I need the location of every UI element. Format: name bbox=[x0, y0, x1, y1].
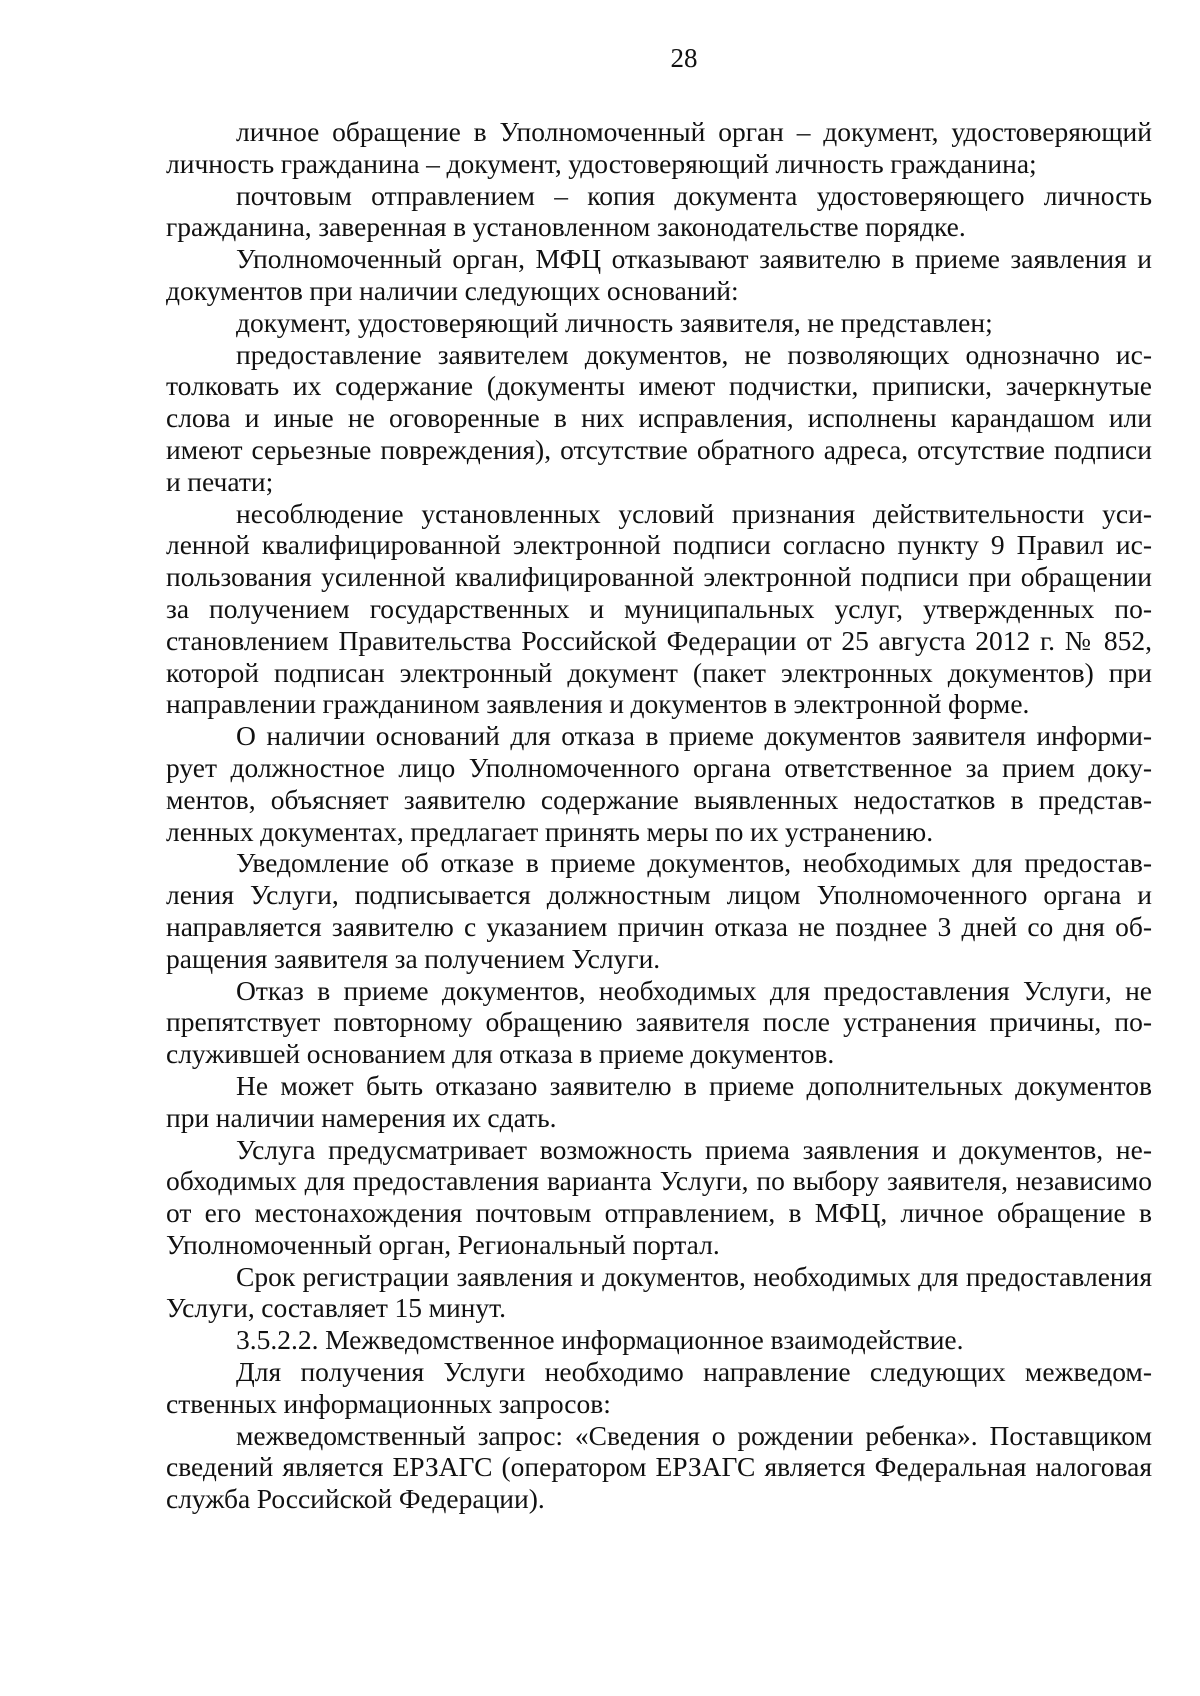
paragraph-refusal-notice: Уведомление об отказе в приеме документов, необходимых для предоставления Услуги, подписывается должностным лицом Уполномоченного органа и направляется заявителю с указанием причин отказа не позднее 3 дней со дня обращения заявителя за получением Услуги. bbox=[166, 847, 1152, 974]
paragraph-refusal-grounds: Уполномоченный орган, МФЦ отказывают заявителю в приеме заявления и документов при наличии следующих оснований: bbox=[166, 243, 1152, 306]
paragraph-acceptance-options: Услуга предусматривает возможность приема заявления и документов, необходимых для предоставления варианта Услуги, по выбору заявителя, независимо от его местонахождения почтовым отправлением, в МФЦ, личное обращение в Уполномоченный орган, Региональный портал. bbox=[166, 1133, 1152, 1260]
page-number: 28 bbox=[670, 43, 698, 73]
document-body bbox=[166, 116, 1152, 1515]
paragraph-repeat-appeal: Отказ в приеме документов, необходимых для предоставления Услуги, не препятствует повторному обращению заявителя после устранения причины, послужившей основанием для отказа в приеме документов. bbox=[166, 974, 1152, 1070]
paragraph-birth-record-request: межведомственный запрос: «Сведения о рождении ребенка». Поставщиком сведений является ЕРЗАГС (оператором ЕРЗАГС является Федеральная налоговая служба Российской Федерации). bbox=[166, 1419, 1152, 1515]
paragraph-postal-delivery: почтовым отправлением – копия документа удостоверяющего личность гражданина, заверенная в установленном законодательстве порядке. bbox=[166, 179, 1152, 243]
paragraph-ambiguous-documents: предоставление заявителем документов, не позволяющих однозначно истолковать их содержание (документы имеют подчистки, приписки, зачеркнутые слова и иные не оговоренные в них исправления, исполнены карандашом или имеют серьезные повреждения), отсутствие обратного адреса, отсутствие подписи и печати; bbox=[166, 338, 1152, 497]
paragraph-signature-invalid: несоблюдение установленных условий признания действительности усиленной квалифицированной электронной подписи согласно пункту 9 Правил использования усиленной квалифицированной электронной подписи при обращении за получением государственных и муниципальных услуг, утвержденных постановлением Правительства Российской Федерации от 25 августа 2012 г. № 852, которой подписан электронный документ (пакет электронных документов) при направлении гражданином заявления и документов в электронной форме. bbox=[166, 497, 1152, 720]
paragraph-id-not-provided: документ, удостоверяющий личность заявителя, не представлен; bbox=[236, 306, 993, 338]
paragraph-refusal-informing: О наличии оснований для отказа в приеме документов заявителя информирует должностное лицо Уполномоченного органа ответственное за прием документов, объясняет заявителю содержание выявленных недостатков в представленных документах, предлагает принять меры по их устранению. bbox=[166, 720, 1152, 847]
paragraph-registration-time: Срок регистрации заявления и документов, необходимых для предоставления Услуги, составляет 15 минут. bbox=[166, 1260, 1152, 1324]
paragraph-interagency-requests: Для получения Услуги необходимо направление следующих межведомственных информационных запросов: bbox=[166, 1356, 1152, 1419]
paragraph-personal-appeal: личное обращение в Уполномоченный орган – документ, удостоверяющий личность гражданина – документ, удостоверяющий личность гражданина; bbox=[166, 116, 1152, 179]
section-heading-interagency: 3.5.2.2. Межведомственное информационное взаимодействие. bbox=[236, 1324, 964, 1356]
paragraph-additional-documents: Не может быть отказано заявителю в приеме дополнительных документов при наличии намерения их сдать. bbox=[166, 1069, 1152, 1133]
